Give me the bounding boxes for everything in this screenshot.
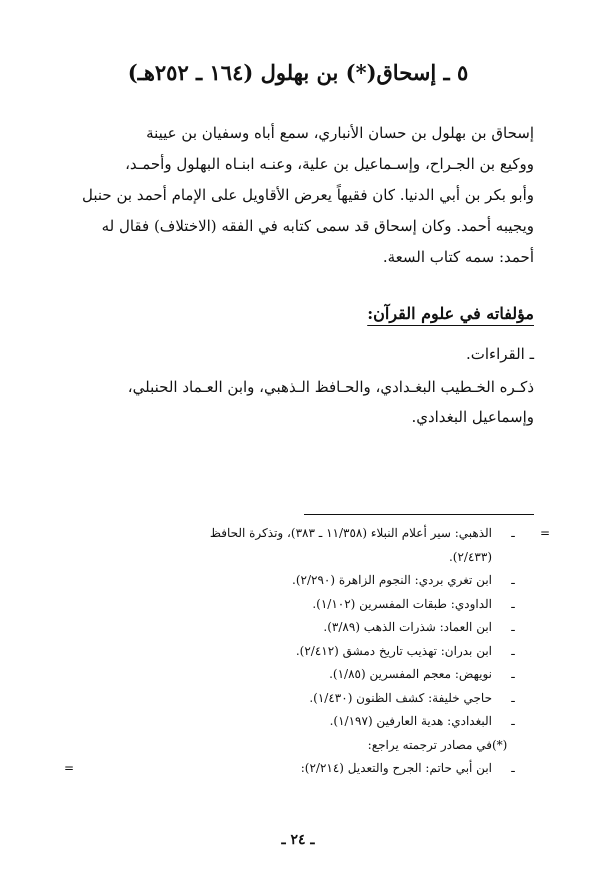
footnote-dash: ـ [511, 526, 515, 540]
footnote-row [60, 569, 556, 593]
footnote-source: البغدادي: هدية العارفين (١/١٩٧). [329, 714, 492, 728]
biography-line: وأبو بكر بن أبي الدنيا. كان فقيهاً يعرض الأقاويل على الإمام أحمد بن حنبل [82, 186, 534, 204]
footnote-row [60, 687, 556, 711]
footnote-source: ابن أبي حاتم: الجرح والتعديل (٢/٢١٤): [300, 761, 492, 775]
footnote-row [60, 757, 556, 781]
footnote-dash: ـ [511, 573, 515, 587]
footnote-source: ابن العماد: شذرات الذهب (٣/٨٩). [323, 620, 492, 634]
footnote-source: ابن تغري بردي: النجوم الزاهرة (٢/٢٩٠). [292, 573, 492, 587]
works-title: مؤلفاته في علوم القرآن: [367, 304, 534, 323]
biography-line: أحمد: سمه كتاب السعة. [382, 248, 534, 266]
footnote-row [60, 710, 556, 734]
footnote-source: الداودي: طبقات المفسرين (١/١٠٢). [312, 596, 492, 611]
footnote-source: الذهبي: سير أعلام النبلاء (١١/٣٥٨ ـ ٣٨٣)، وتذكرة الحافظ [209, 526, 492, 540]
footnote-intro: في مصادر ترجمته يراجع: [367, 737, 492, 752]
footnote-dash: ـ [511, 667, 515, 681]
footnote-dash: ـ [511, 714, 515, 728]
entry-heading: ٥ ـ إسحاق(*) بن بهلول (١٦٤ ـ ٢٥٢هـ) [127, 60, 469, 85]
footnote-source: نويهض: معجم المفسرين (١/٨٥). [329, 667, 492, 681]
footnote-dash: ـ [511, 643, 515, 658]
footnote-row [60, 546, 556, 570]
footnotes [60, 522, 556, 781]
biography-line: إسحاق بن بهلول بن حسان الأنباري، سمع أباه وسفيان بن عيينة [146, 124, 534, 142]
continuation-mark: = [539, 526, 551, 540]
works-desc-line: ذكـره الخـطيب البغـدادي، والحـافظ الـذهبي، وابن العـماد الحنبلي، [127, 378, 534, 396]
footnote-separator [304, 514, 534, 515]
footnote-dash: ـ [511, 761, 515, 775]
footnote-star-mark: (*) [492, 737, 508, 752]
footnote-source: حاجي خليفة: كشف الظنون (١/٤٣٠). [309, 690, 492, 705]
footnote-row [60, 616, 556, 640]
biography-paragraph [58, 118, 534, 273]
footnote-row [60, 734, 556, 758]
footnote-row [60, 640, 556, 664]
page-number: ـ ٢٤ ـ [281, 832, 315, 848]
footnote-row [60, 593, 556, 617]
footnote-dash: ـ [511, 690, 515, 705]
works-desc-line: وإسماعيل البغدادي. [411, 408, 534, 426]
works-item-description [58, 372, 534, 432]
continuation-mark: = [64, 761, 75, 775]
footnote-dash: ـ [511, 620, 515, 634]
footnote-source: ابن بدران: تهذيب تاريخ دمشق (٢/٤١٢). [295, 643, 492, 658]
footnote-dash: ـ [511, 596, 515, 611]
footnote-row [60, 663, 556, 687]
biography-line: ووكيع بن الجـراح، وإسـماعيل بن علية، وعنـه ابنـاه البهلول وأحمـد، [125, 155, 534, 173]
footnote-row [60, 522, 556, 546]
biography-line: ويجيبه أحمد. وكان إسحاق قد سمى كتابه في الفقه (الاختلاف) فقال له [101, 217, 534, 235]
works-item: ـ القراءات. [465, 345, 534, 363]
footnote-source-continued: (٢/٤٣٣). [448, 549, 492, 564]
